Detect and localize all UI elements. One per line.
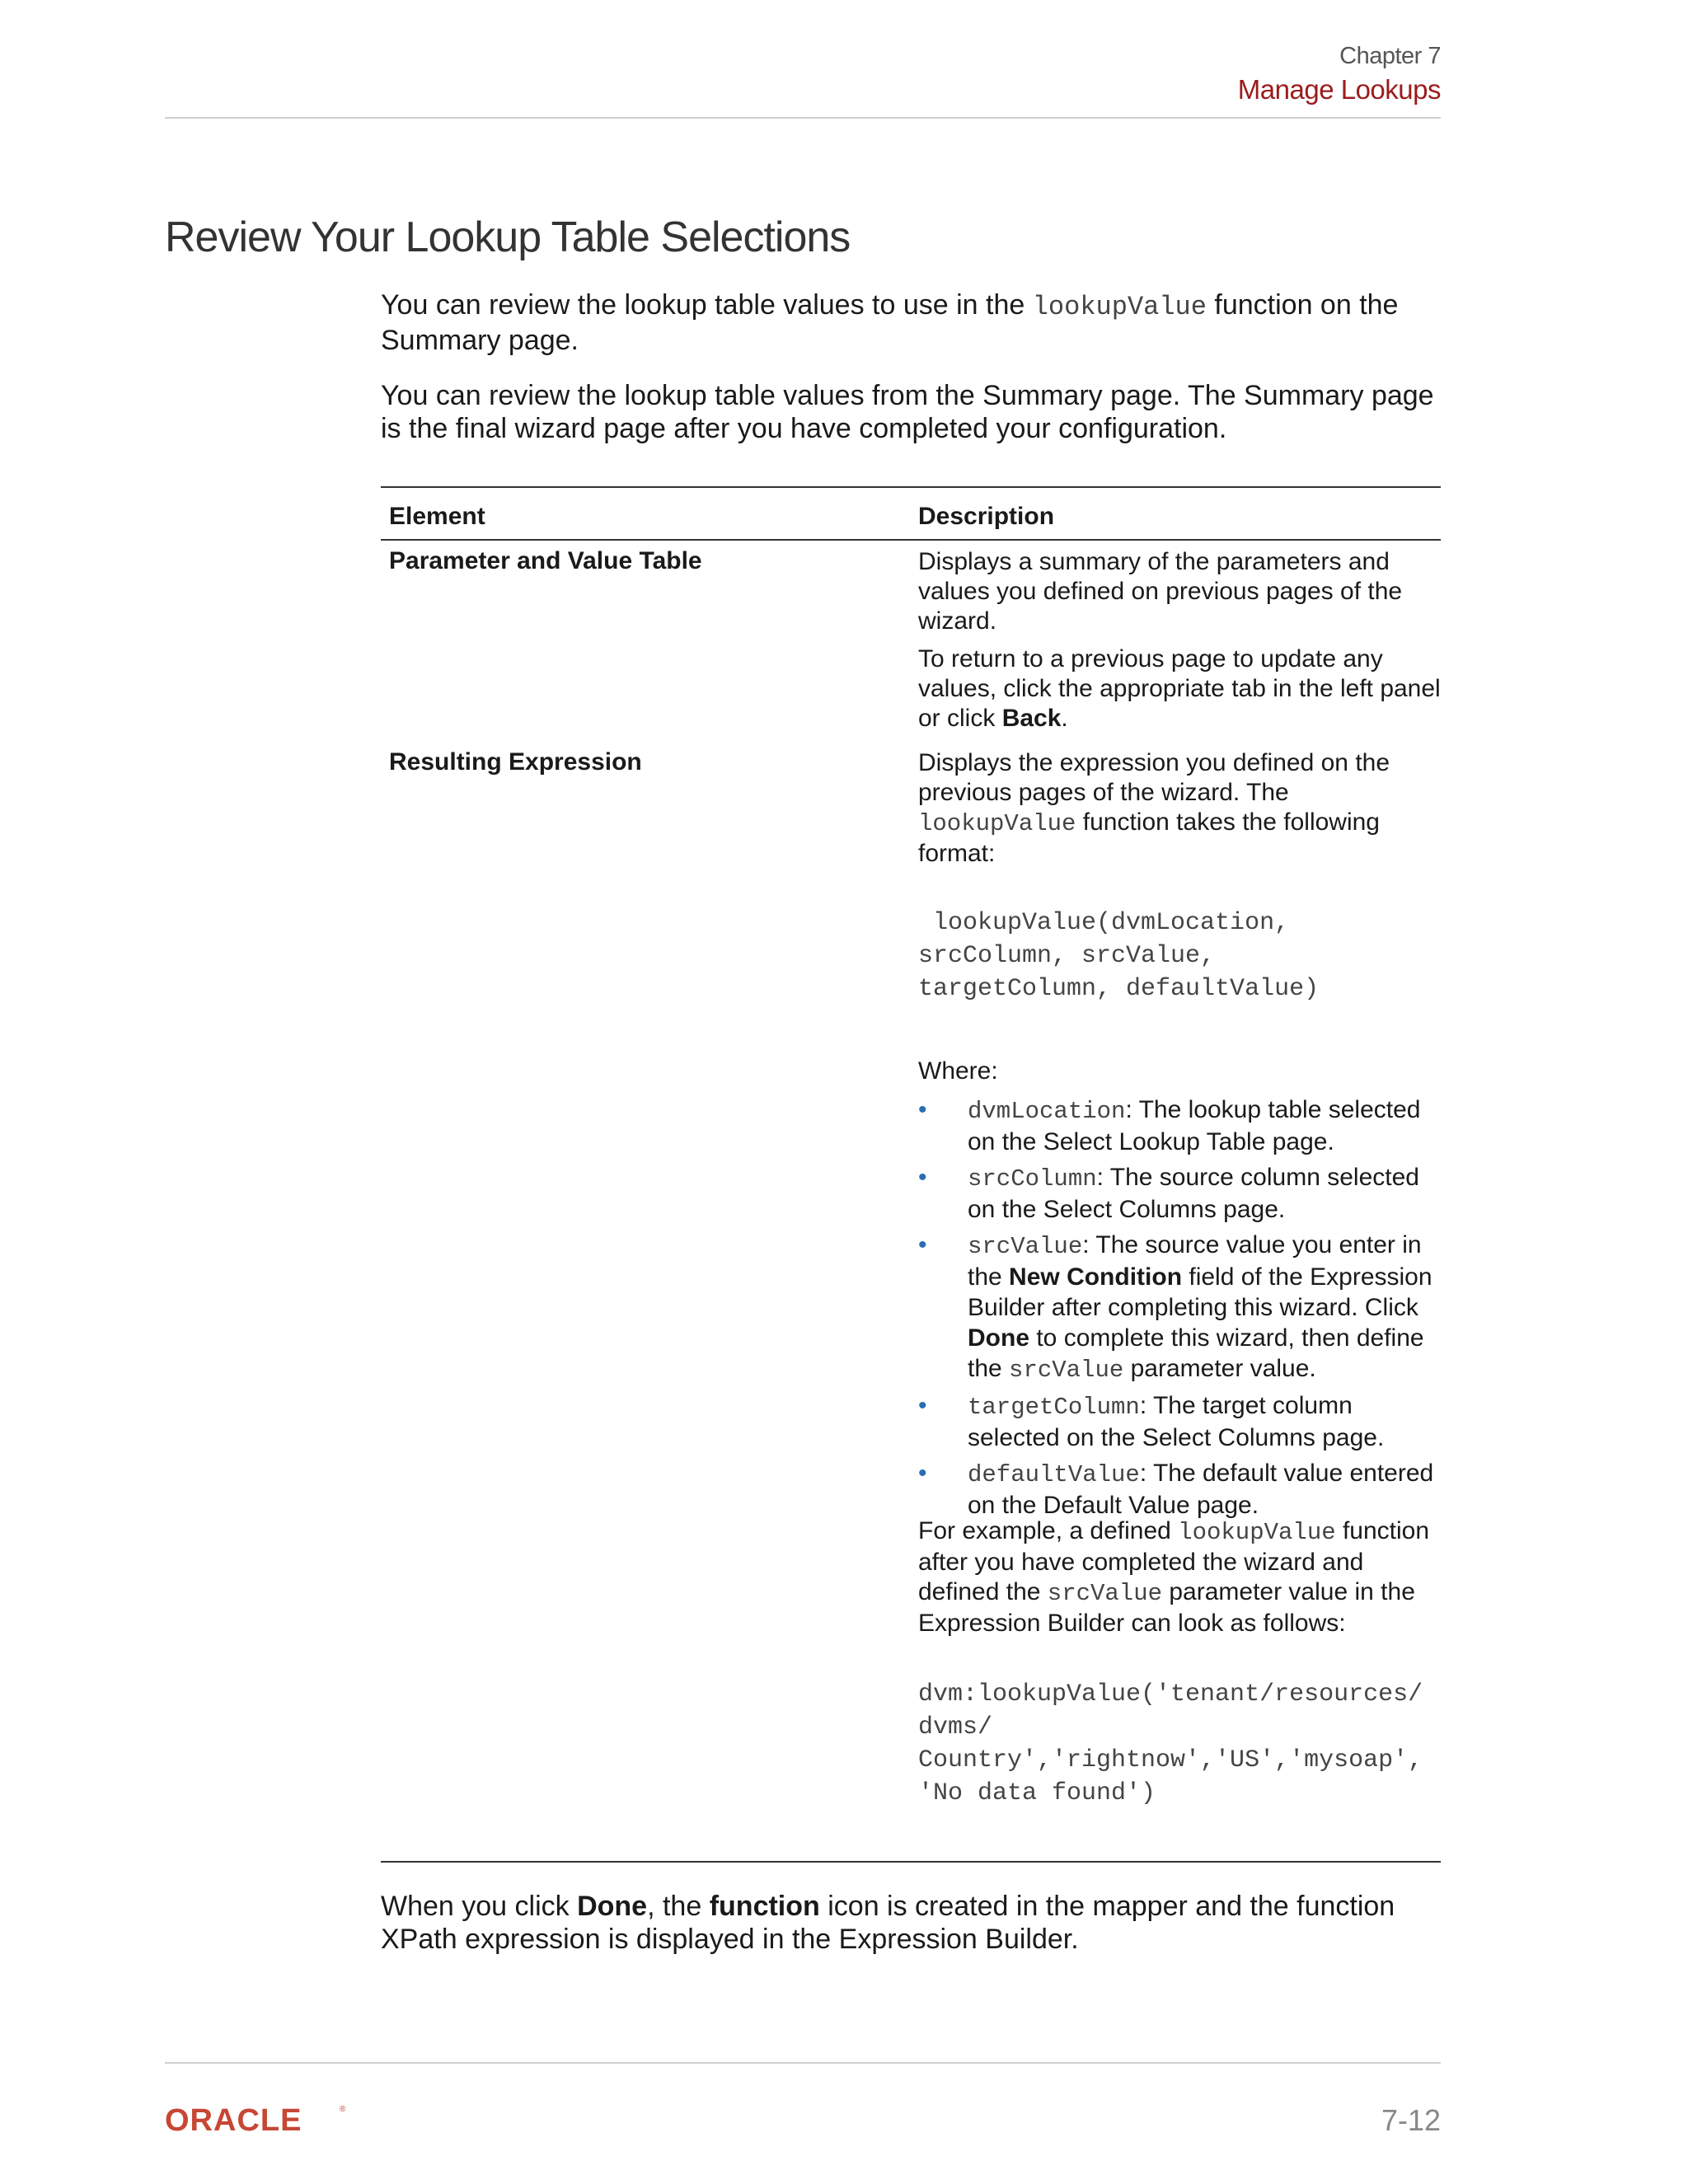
inline-code: lookupValue — [1032, 292, 1207, 322]
done-keyword: Done — [968, 1324, 1029, 1352]
inline-code: srcColumn — [968, 1165, 1097, 1193]
table-top-rule — [381, 486, 1441, 539]
desc-text: To return to a previous page to update any values, click the appropriate tab in the left panel or click — [918, 645, 1441, 732]
bullet-icon: • — [918, 1231, 927, 1258]
function-keyword: function — [709, 1891, 820, 1922]
bullet-icon: • — [918, 1096, 927, 1123]
footer-divider — [165, 2062, 1441, 2064]
bullet-text: : The default value entered on the Default Value page. — [968, 1460, 1434, 1519]
intro-paragraph-2: You can review the lookup table values from the Summary page. The Summary page is the final wizard page after you have completed your configuration. — [381, 380, 1434, 444]
code-example-block: dvm:lookupValue('tenant/resources/ dvms/ Country','rightnow','US','mysoap', 'No data found') — [918, 1680, 1423, 1807]
svg-text:®: ® — [340, 2105, 346, 2114]
bullet-text: : The lookup table selected on the Select Lookup Table page. — [968, 1096, 1421, 1155]
row-desc-parameter-table-2 — [918, 644, 1446, 733]
list-item — [918, 1230, 1446, 1385]
desc-text: Displays the expression you defined on the previous pages of the wizard. The — [918, 749, 1390, 806]
header-divider — [165, 117, 1441, 119]
inline-code: srcValue — [1047, 1580, 1163, 1607]
oracle-logo-text: ORACLE — [165, 2103, 302, 2136]
bullet-icon: • — [918, 1460, 927, 1487]
bullet-text: : The target column selected on the Select Columns page. — [968, 1392, 1385, 1451]
header-chapter: Chapter 7 — [1339, 43, 1441, 69]
oracle-logo — [165, 2103, 348, 2140]
list-item — [918, 1458, 1446, 1521]
example-paragraph — [918, 1516, 1446, 1638]
inline-code: srcValue — [1009, 1357, 1124, 1384]
header-section: Manage Lookups — [1237, 74, 1441, 105]
bullet-icon: • — [918, 1392, 927, 1419]
inline-code: lookupValue — [918, 810, 1076, 837]
outro-text: icon is created in the mapper and the function XPath expression is displayed in the Expression Builder. — [381, 1891, 1395, 1955]
table-header-rule — [381, 539, 1441, 541]
inline-code: targetColumn — [968, 1394, 1140, 1421]
code-format-block: lookupValue(dvmLocation, srcColumn, srcValue, targetColumn, defaultValue) — [918, 909, 1320, 1003]
example-text: parameter value in the Expression Builder can look as follows: — [918, 1578, 1415, 1637]
intro-text: function on the Summary page. — [381, 289, 1399, 356]
desc-text: . — [1061, 705, 1068, 732]
example-text: function after you have completed the wizard and defined the — [918, 1517, 1430, 1605]
example-text: For example, a defined — [918, 1517, 1179, 1544]
table-bottom-rule — [381, 1861, 1441, 1863]
page-title: Review Your Lookup Table Selections — [165, 213, 851, 261]
bullet-text: : The source column selected on the Select Columns page. — [968, 1164, 1419, 1223]
table-header — [381, 488, 1441, 539]
bullet-icon: • — [918, 1164, 927, 1191]
list-item — [918, 1162, 1446, 1225]
oracle-logo-icon — [165, 2103, 348, 2136]
intro-paragraph-1 — [381, 288, 1444, 357]
column-header-element: Element — [389, 503, 485, 530]
page-number: 7-12 — [1381, 2103, 1441, 2137]
back-keyword: Back — [1001, 705, 1062, 732]
done-keyword: Done — [577, 1891, 648, 1922]
parameter-bullet-list — [918, 1094, 1446, 1526]
where-label: Where: — [918, 1057, 998, 1085]
row-desc-resulting-expression — [918, 748, 1446, 869]
bullet-text: : The source value you enter in the — [968, 1231, 1422, 1291]
outro-text: When you click — [381, 1891, 578, 1922]
inline-code: dvmLocation — [968, 1098, 1126, 1125]
inline-code: srcValue — [968, 1233, 1083, 1260]
bullet-text: parameter value. — [1123, 1355, 1316, 1382]
row-desc-parameter-table: Displays a summary of the parameters and values you defined on previous pages of the wizard. — [918, 548, 1403, 635]
outro-text: , the — [647, 1891, 710, 1922]
desc-text: function takes the following format: — [918, 808, 1380, 867]
list-item — [918, 1094, 1446, 1157]
bullet-text: field of the Expression Builder after completing this wizard. Click — [968, 1263, 1432, 1321]
inline-code: lookupValue — [1178, 1519, 1336, 1546]
column-header-description: Description — [918, 503, 1055, 530]
row-label-resulting-expression: Resulting Expression — [389, 748, 642, 776]
bullet-text: to complete this wizard, then define the — [968, 1324, 1424, 1382]
outro-paragraph — [381, 1890, 1444, 1956]
list-item — [918, 1390, 1446, 1453]
new-condition-keyword: New Condition — [1009, 1263, 1183, 1291]
inline-code: defaultValue — [968, 1461, 1140, 1488]
intro-text: You can review the lookup table values to use in the — [381, 289, 1033, 321]
row-label-parameter-table: Parameter and Value Table — [389, 547, 702, 574]
